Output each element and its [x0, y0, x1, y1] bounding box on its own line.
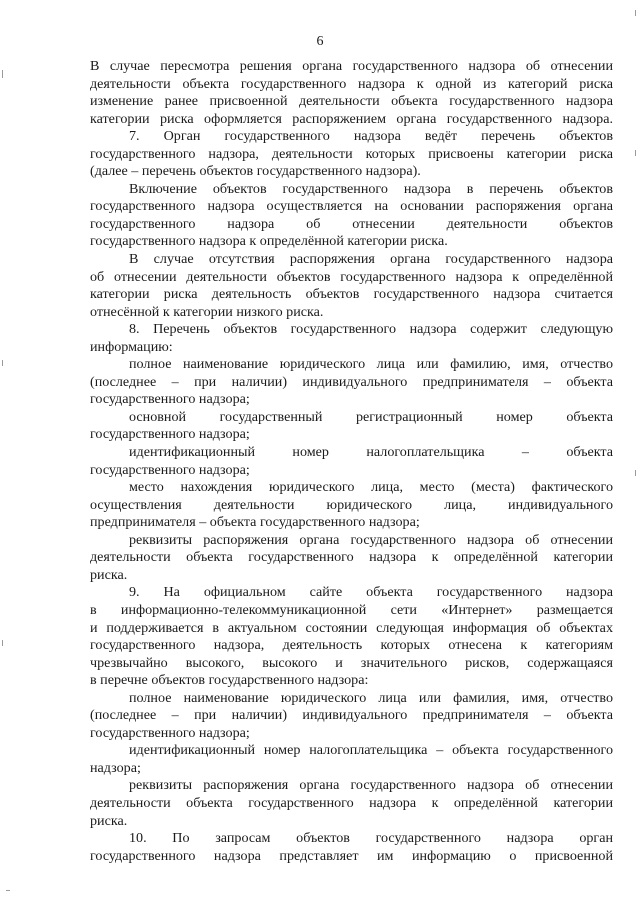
- text-line: информацию:: [90, 338, 173, 355]
- text-line: в перечне объектов государственного надзора:: [90, 672, 369, 689]
- text-line: (последнее – при наличии) индивидуального предпринимателя – объекта: [90, 373, 613, 390]
- text-line: государственного надзора представляет им информацию о присвоенной: [90, 847, 613, 864]
- scan-edge-mark: [635, 470, 636, 476]
- text-line: государственного надзора;: [90, 426, 250, 443]
- text-line: государственного надзора, деятельность которых отнесена к категориям: [90, 637, 613, 654]
- text-line: основной государственный регистрационный номер объекта: [129, 408, 613, 425]
- text-line: риска.: [90, 812, 128, 829]
- text-line: государственного надзора, деятельности которых присвоены категории риска: [90, 145, 613, 162]
- text-line: предпринимателя – объекта государственного надзора;: [90, 514, 420, 531]
- text-line: 8. Перечень объектов государственного надзора содержит следующую: [129, 321, 613, 338]
- text-line: категории риска деятельность объектов государственного надзора считается: [90, 286, 613, 303]
- text-line: 10. По запросам объектов государственного надзора орган: [129, 830, 613, 847]
- text-line: государственного надзора осуществляется на основании распоряжения органа: [90, 198, 613, 215]
- text-line: государственного надзора об отнесении деятельности объектов: [90, 215, 613, 232]
- scan-edge-mark: [6, 890, 10, 891]
- scan-edge-mark: [635, 150, 636, 156]
- text-line: 9. На официальном сайте объекта государственного надзора: [129, 584, 613, 601]
- page-number: 6: [316, 34, 324, 49]
- text-line: изменение ранее присвоенной деятельности объекта государственного надзора: [90, 93, 613, 110]
- text-line: (последнее – при наличии) индивидуального предпринимателя – объекта: [90, 707, 613, 724]
- text-line: отнесённой к категории низкого риска.: [90, 303, 324, 320]
- text-line: чрезвычайно высокого, высокого и значительного рисков, содержащаяся: [90, 654, 613, 671]
- text-line: деятельности объекта государственного надзора к определённой категории: [90, 549, 613, 566]
- text-line: деятельности объекта государственного надзора к определённой категории: [90, 794, 613, 811]
- scan-edge-mark: [2, 640, 3, 646]
- text-line: 7. Орган государственного надзора ведёт перечень объектов: [129, 128, 613, 145]
- text-line: полное наименование юридического лица или фамилия, имя, отчество: [129, 689, 613, 706]
- text-line: риска.: [90, 566, 128, 583]
- text-line: государственного надзора;: [90, 461, 250, 478]
- text-line: категории риска оформляется распоряжением органа государственного надзора.: [90, 110, 613, 127]
- text-line: государственного надзора к определённой категории риска.: [90, 233, 448, 250]
- scan-edge-mark: [2, 360, 3, 366]
- text-line: деятельности объекта государственного надзора к одной из категорий риска: [90, 75, 613, 92]
- text-line: реквизиты распоряжения органа государственного надзора об отнесении: [129, 777, 613, 794]
- text-line: идентификационный номер налогоплательщика – объекта: [129, 444, 613, 461]
- text-line: об отнесении деятельности объектов государственного надзора к определённой: [90, 268, 613, 285]
- text-line: В случае пересмотра решения органа государственного надзора об отнесении: [90, 58, 613, 74]
- scan-edge-mark: [635, 10, 636, 16]
- text-line: реквизиты распоряжения органа государственного надзора об отнесении: [129, 531, 613, 548]
- scan-edge-mark: [2, 70, 3, 78]
- text-line: место нахождения юридического лица, место (места) фактического: [129, 479, 613, 496]
- document-body: [90, 58, 613, 865]
- text-line: в информационно-телекоммуникационной сети «Интернет» размещается: [90, 601, 613, 618]
- text-line: осуществления деятельности юридического лица, индивидуального: [90, 496, 613, 513]
- text-line: идентификационный номер налогоплательщика – объекта государственного: [129, 742, 613, 759]
- text-line: государственного надзора;: [90, 391, 250, 408]
- text-line: полное наименование юридического лица или фамилию, имя, отчество: [129, 356, 613, 373]
- text-line: государственного надзора;: [90, 724, 250, 741]
- text-line: Включение объектов государственного надзора в перечень объектов: [129, 180, 613, 197]
- text-line: надзора;: [90, 759, 141, 776]
- text-line: (далее – перечень объектов государственного надзора).: [90, 163, 421, 180]
- text-line: и поддерживается в актуальном состоянии следующая информация об объектах: [90, 619, 613, 636]
- text-line: В случае отсутствия распоряжения органа государственного надзора: [129, 251, 613, 268]
